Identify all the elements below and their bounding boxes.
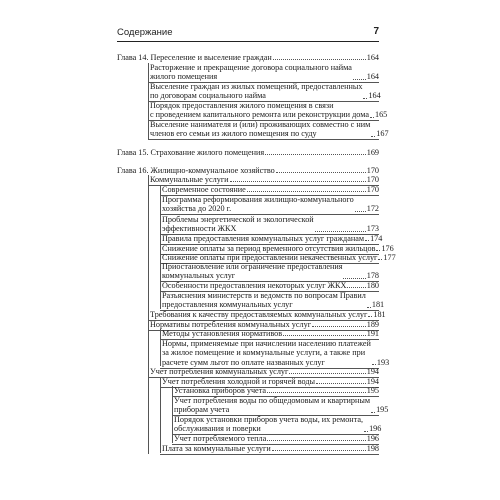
toc-entry[interactable]	[162, 291, 385, 310]
toc-entry[interactable]	[174, 396, 389, 415]
dot-leader	[363, 98, 367, 99]
toc-entry-title: Приостановление или ограничение предоставления коммунальных услуг	[162, 262, 343, 281]
section-bracket	[148, 175, 149, 454]
dot-leader	[276, 172, 366, 173]
toc-entry-title: Выселение нанимателя и (или) проживающих совместно с ним членов его семьи из жилого помещения по суду	[150, 120, 371, 139]
dot-leader	[316, 383, 366, 384]
toc-entry-title: Снижение оплаты за период временного отсутствия жильцов	[162, 244, 376, 253]
toc-entry-title: Учет потребления коммунальных услуг	[150, 367, 289, 376]
toc-entry-page: 181	[371, 300, 385, 310]
toc-entry-title: Проблемы энергетической и экологической эффективности ЖКХ	[162, 215, 314, 234]
toc-entry[interactable]	[117, 148, 379, 157]
toc-entry-page: 198	[366, 444, 379, 453]
page-number: 7	[373, 26, 379, 37]
toc-entry-title: Нормы, применяемые при начислении населению платежей за жилое помещение и коммунальные услуги, а также при расчете сумм льгот по оплате названных услуг	[162, 339, 371, 367]
dot-leader	[267, 440, 365, 441]
dot-leader	[372, 364, 376, 365]
toc-entry[interactable]	[162, 244, 394, 253]
toc-entry[interactable]	[162, 329, 379, 338]
toc-entry-page: 164	[368, 91, 381, 101]
toc-entry-page: 172	[366, 204, 379, 214]
toc-entry-page: 164	[366, 53, 379, 62]
section-bracket	[160, 329, 161, 366]
toc-entry[interactable]	[150, 101, 388, 120]
toc-entry-title: Плата за коммунальные услуги	[162, 444, 271, 453]
toc-entry-page: 167	[376, 129, 389, 139]
toc-entry[interactable]	[150, 320, 379, 329]
toc-entry-page: 173	[366, 224, 379, 234]
toc-entry-page: 170	[366, 185, 379, 194]
dot-leader	[376, 250, 380, 251]
toc-entry[interactable]	[162, 215, 379, 234]
dot-leader	[370, 117, 374, 118]
toc-entry-page: 196	[366, 434, 379, 443]
dot-leader	[312, 326, 366, 327]
toc-entry[interactable]	[150, 367, 379, 376]
toc-entry[interactable]	[162, 195, 379, 214]
section-bracket	[160, 377, 161, 453]
toc-entry-page: 195	[376, 405, 389, 415]
toc-entry-page: 169	[366, 148, 379, 157]
toc-entry-page: 170	[366, 166, 379, 175]
dot-leader	[289, 373, 365, 374]
toc-entry-title: Правила предоставления коммунальных услуг гражданам	[162, 234, 365, 243]
toc-entry[interactable]	[162, 281, 379, 290]
dot-leader	[273, 59, 366, 60]
toc-entry-page: 195	[366, 386, 379, 395]
toc-entry-page: 176	[381, 244, 394, 253]
entry-underline	[148, 139, 379, 140]
toc-entry-page: 170	[366, 175, 379, 184]
toc-entry[interactable]	[162, 262, 379, 281]
toc-entry-page: 189	[366, 320, 379, 329]
toc-entry-title: Методы установления нормативов	[162, 329, 283, 338]
toc-entry-page: 193	[376, 357, 390, 367]
toc-entry[interactable]	[162, 339, 390, 367]
toc-entry-title: Выселение граждан из жилых помещений, предоставленных по договорам социального найма	[150, 82, 363, 101]
section-bracket	[172, 386, 173, 443]
page-header	[117, 27, 379, 42]
section-bracket	[148, 63, 149, 139]
toc-entry-page: 191	[366, 329, 379, 338]
toc-entry-title: Глава 14. Переселение и выселение граждан	[117, 53, 272, 62]
dot-leader	[368, 316, 372, 317]
toc-entry-page: 194	[366, 367, 379, 376]
toc-entry[interactable]	[162, 253, 396, 262]
dot-leader	[230, 181, 366, 182]
toc-entry-title: Расторжение и прекращение договора социального найма жилого помещения	[150, 63, 352, 82]
dot-leader	[371, 412, 375, 413]
toc-entry-title: Учет потребления воды по общедомовым и квартирным приборам учета	[174, 396, 371, 415]
section-bracket	[160, 185, 161, 309]
dot-leader	[355, 211, 366, 212]
dot-leader	[283, 335, 366, 336]
toc-entry[interactable]	[174, 434, 379, 443]
toc-entry-title: Установка приборов учета	[174, 386, 267, 395]
dot-leader	[315, 231, 366, 232]
dot-leader	[347, 287, 365, 288]
toc-entry-page: 181	[373, 310, 386, 319]
toc-entry-title: Разъяснения министерств и ведомств по вопросам Правил предоставления коммунальных услуг	[162, 291, 366, 310]
toc-entry-title: Коммунальные услуги	[150, 175, 229, 184]
dot-leader	[272, 450, 366, 451]
toc-entry[interactable]	[162, 234, 383, 243]
dot-leader	[371, 136, 375, 137]
dot-leader	[267, 392, 366, 393]
dot-leader	[247, 191, 366, 192]
header-title: Содержание	[117, 27, 173, 38]
toc-entry-title: Требования к качеству предоставляемых коммунальных услуг	[150, 310, 368, 319]
toc-entry-page: 196	[369, 424, 382, 434]
dot-leader	[367, 307, 371, 308]
dot-leader	[353, 79, 366, 80]
dot-leader	[265, 154, 366, 155]
toc-entry[interactable]	[117, 166, 379, 175]
toc-entry-page: 180	[366, 281, 379, 290]
toc-entry-title: Порядок предоставления жилого помещения в связи с проведением капитального ремонта или реконструкции дома	[150, 101, 369, 120]
dot-leader	[364, 431, 368, 432]
toc-entry[interactable]	[174, 415, 382, 434]
toc-entry-page: 164	[366, 72, 379, 82]
toc-entry-title: Глава 16. Жилищно-коммунальное хозяйство	[117, 166, 275, 175]
toc-entry-title: Современное состояние	[162, 185, 246, 194]
toc-entry-title: Особенности предоставления некоторых услуг ЖКХ	[162, 281, 347, 290]
toc-entry[interactable]	[150, 82, 379, 101]
toc-entry[interactable]	[150, 120, 389, 139]
dot-leader	[343, 278, 365, 279]
dot-leader	[378, 259, 382, 260]
toc-entry[interactable]	[150, 310, 386, 319]
toc-entry[interactable]	[150, 63, 379, 82]
toc-entry[interactable]	[174, 386, 379, 395]
toc-entry-title: Глава 15. Страхование жилого помещения	[117, 148, 265, 157]
dot-leader	[365, 240, 369, 241]
toc-entry[interactable]	[150, 175, 379, 184]
toc-entry-page: 165	[374, 110, 388, 120]
entry-underline	[160, 454, 379, 455]
toc-entry-page: 174	[370, 234, 383, 243]
toc-entry-page: 177	[383, 253, 396, 262]
toc-entry[interactable]	[117, 53, 379, 62]
toc-entry[interactable]	[162, 444, 379, 453]
toc-entry-page: 194	[366, 377, 379, 386]
toc-entry[interactable]	[162, 377, 379, 386]
toc-entry[interactable]	[162, 185, 379, 194]
toc-entry-title: Нормативы потребления коммунальных услуг	[150, 320, 312, 329]
toc-entry-title: Программа реформирования жилищно-коммунального хозяйства до 2020 г.	[162, 195, 354, 214]
toc-entry-title: Снижение оплаты при предоставлении некачественных услуг	[162, 253, 378, 262]
toc-entry-title: Порядок установки приборов учета воды, их ремонта, обслуживания и поверки	[174, 415, 364, 434]
toc-entry-title: Учет потребления холодной и горячей воды	[162, 377, 316, 386]
toc-entry-title: Учет потребляемого тепла	[174, 434, 267, 443]
toc-entry-page: 178	[366, 271, 379, 281]
